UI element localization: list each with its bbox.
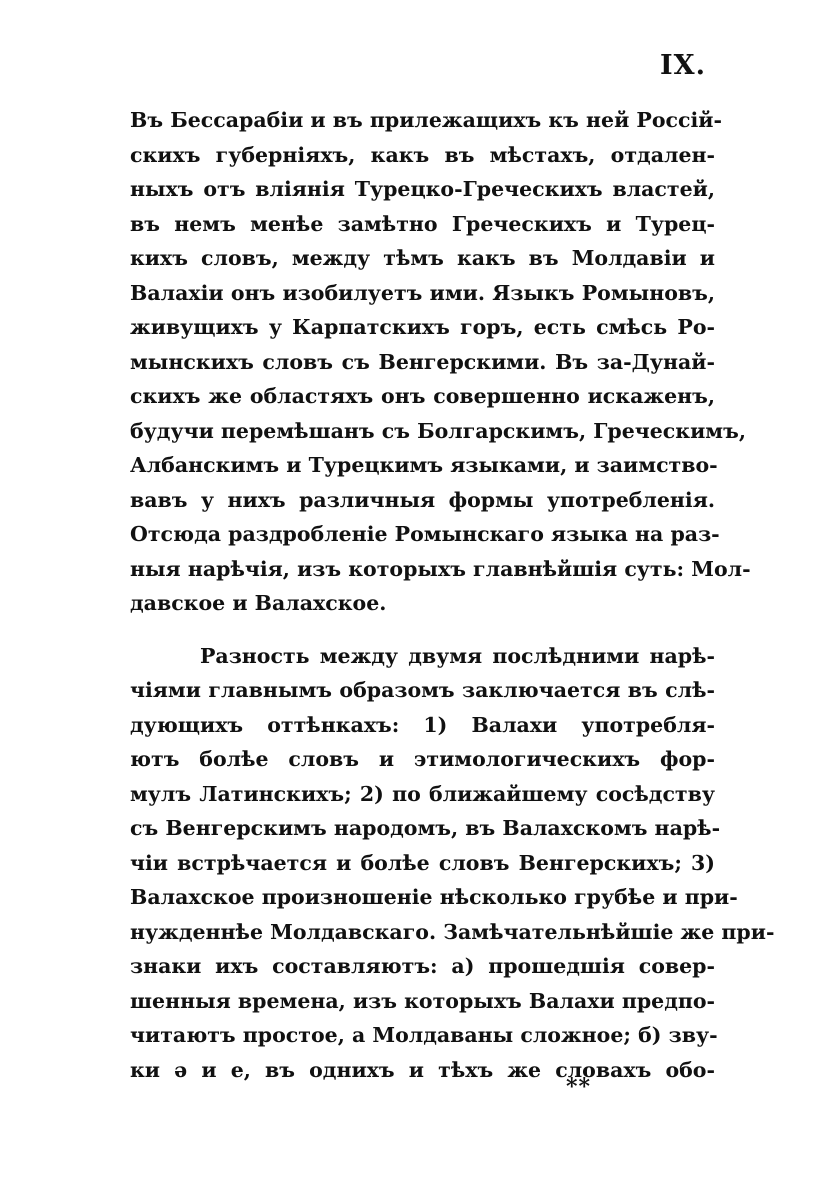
signature-mark: ** xyxy=(566,1074,592,1100)
text-line: Валахіи онъ изобилуетъ ими. Языкъ Ромыновъ, xyxy=(130,280,715,305)
text-line: мулъ Латинскихъ; 2) по ближайшему сосѣдству xyxy=(130,781,715,806)
text-line: скихъ же областяхъ онъ совершенно искаженъ, xyxy=(130,384,715,408)
text-line: чіями главнымъ образомъ заключается въ слѣ- xyxy=(130,678,715,702)
text-line: ныхъ отъ вліянія Турецко-Греческихъ властей, xyxy=(130,177,715,201)
text-line: скихъ губерніяхъ, какъ въ мѣстахъ, отдален- xyxy=(130,142,715,167)
text-line: Разность между двумя послѣдними нарѣ- xyxy=(200,643,715,668)
text-line: ки ə и e, въ однихъ и тѣхъ же словахъ обо- xyxy=(130,1057,715,1082)
paragraph-gap xyxy=(130,621,715,639)
text-line: дующихъ оттѣнкахъ: 1) Валахи употребля- xyxy=(130,712,715,737)
text-line: знаки ихъ составляютъ: а) прошедшія совер- xyxy=(130,954,715,978)
text-line: читаютъ простое, а Молдаваны сложное; б) зву- xyxy=(130,1023,718,1047)
text-line: Отсюда раздробленіе Ромынскаго языка на раз- xyxy=(130,522,720,546)
text-line: Въ Бессарабіи и въ прилежащихъ къ ней Россій- xyxy=(130,108,722,132)
text-line: съ Венгерскимъ народомъ, въ Валахскомъ нарѣ- xyxy=(130,816,721,840)
text-line: Албанскимъ и Турецкимъ языками, и заимство- xyxy=(130,453,718,477)
page-number: IX. xyxy=(660,50,706,81)
text-line: ныя нарѣчія, изъ которыхъ главнѣйшія суть: Мол- xyxy=(130,556,751,581)
text-line: чіи встрѣчается и болѣе словъ Венгерскихъ; 3) xyxy=(130,850,715,875)
text-line: шенныя времена, изъ которыхъ Валахи предпо- xyxy=(130,988,716,1013)
text-line: будучи перемѣшанъ съ Болгарскимъ, Греческимъ, xyxy=(130,418,746,443)
text-line: ютъ болѣе словъ и этимологическихъ фор- xyxy=(130,747,715,771)
text-line: нужденнѣе Молдавскаго. Замѣчательнѣйшіе же при- xyxy=(130,919,775,944)
text-line: живущихъ у Карпатскихъ горъ, есть смѣсь Ро- xyxy=(130,315,715,339)
text-line: въ немъ менѣе замѣтно Греческихъ и Турец- xyxy=(130,211,715,236)
text-line: вавъ у нихъ различныя формы употребленія. xyxy=(130,487,715,512)
body-text xyxy=(130,103,775,1087)
text-line: мынскихъ словъ съ Венгерскими. Въ за-Дунай- xyxy=(130,349,715,374)
text-line: кихъ словъ, между тѣмъ какъ въ Молдавіи и xyxy=(130,246,715,270)
text-line: Валахское произношеніе нѣсколько грубѣе и при- xyxy=(130,885,738,909)
text-line: давское и Валахское. xyxy=(130,591,387,615)
